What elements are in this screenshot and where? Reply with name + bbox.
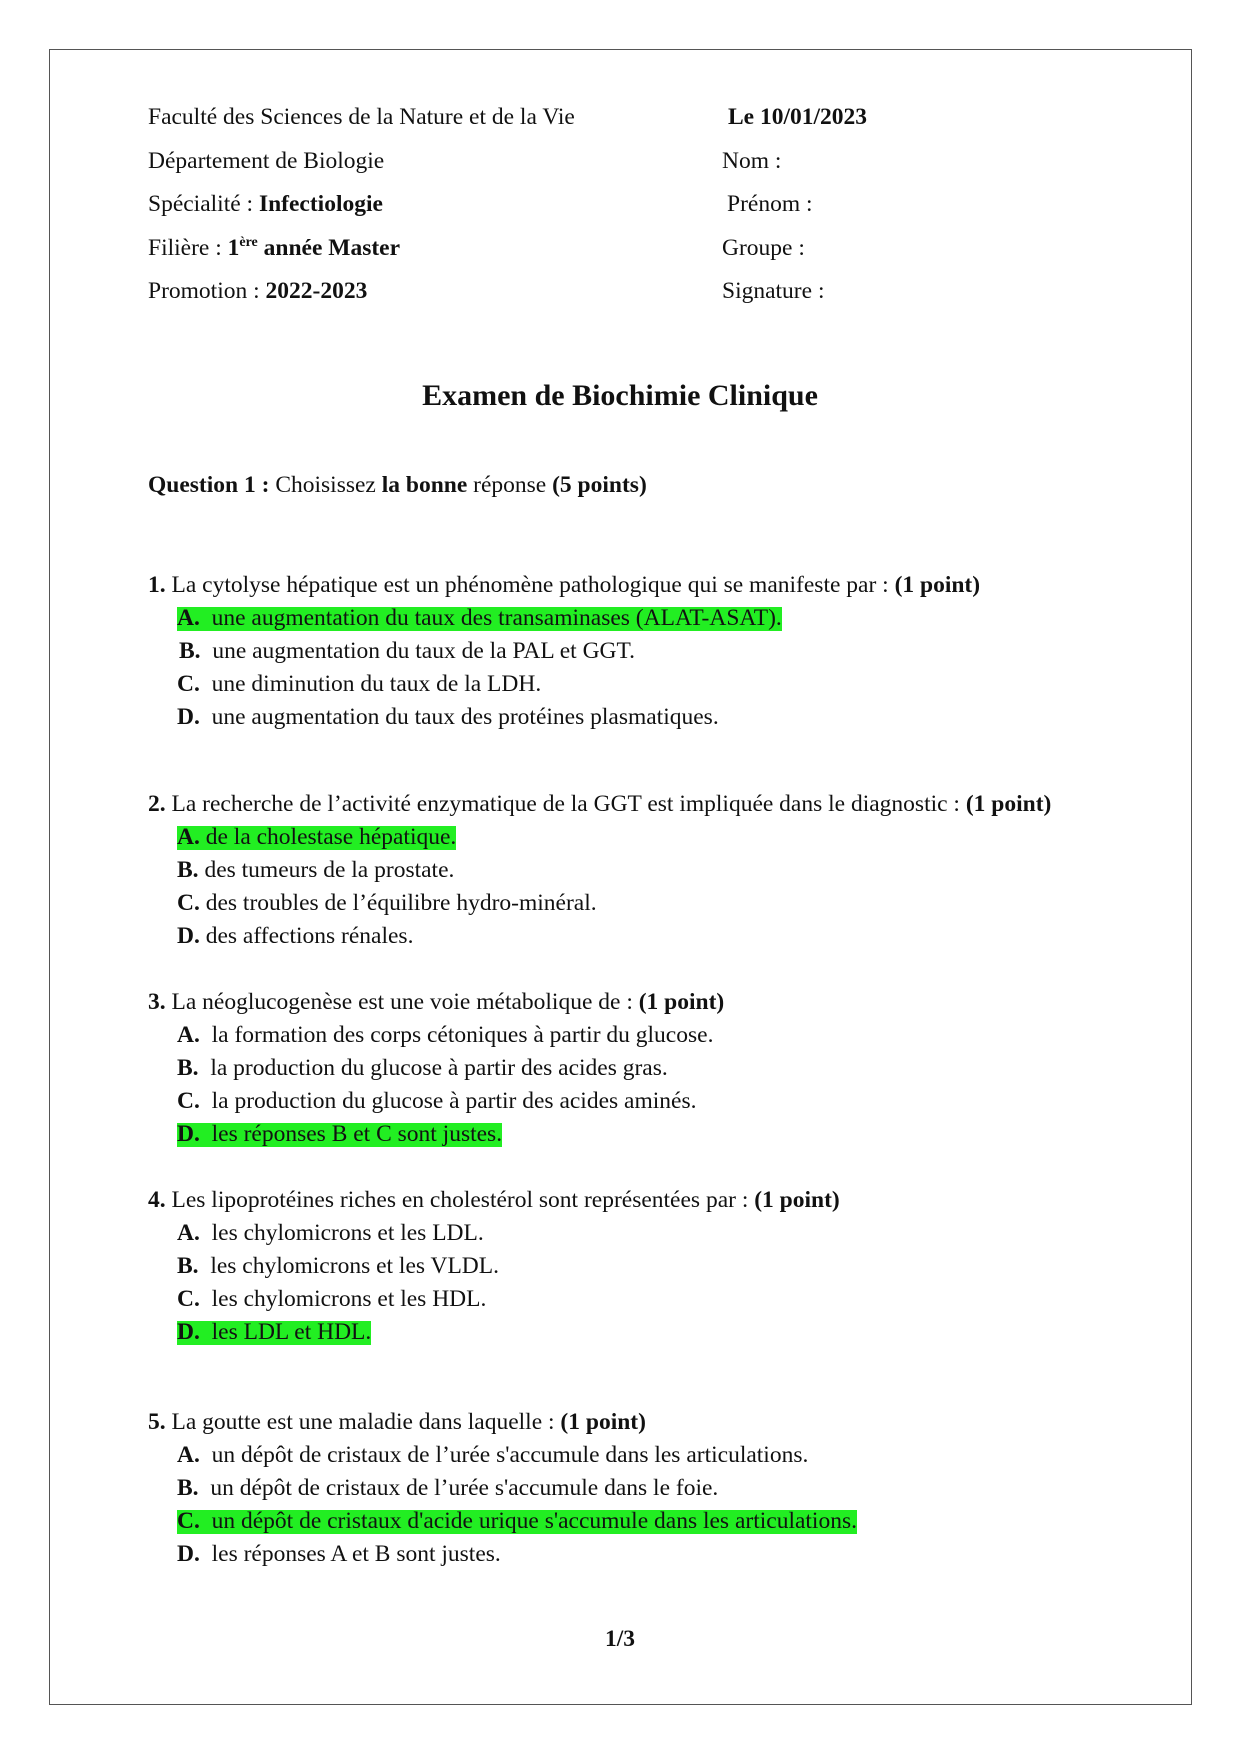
option-letter: C. [177,890,200,916]
question-points: (1 point) [560,1409,646,1435]
option [177,859,454,883]
option-text: un dépôt de cristaux de l’urée s'accumule dans le foie. [210,1475,719,1501]
question-text: La cytolyse hépatique est un phénomène pathologique qui se manifeste par : [171,572,895,598]
option-letter: B. [179,638,201,664]
option-text: un dépôt de cristaux d'acide urique s'accumule dans les articulations. [211,1508,857,1534]
question-text: La recherche de l’activité enzymatique de la GGT est impliquée dans le diagnostic : [171,791,966,817]
option [179,640,635,664]
option [177,706,719,730]
exam-date: Le 10/01/2023 [728,104,868,130]
question-number: 1. [148,572,166,598]
option-text: une augmentation du taux de la PAL et GGT. [212,638,636,664]
prenom-field: Prénom : [727,191,813,217]
option [177,1222,484,1246]
option [177,1288,486,1312]
option-letter: A. [177,605,200,631]
option-text: les chylomicrons et les HDL. [211,1286,487,1312]
option-text: une augmentation du taux des transaminases (ALAT-ASAT). [211,605,782,631]
option-letter: B. [177,857,199,883]
question-text: La néoglucogenèse est une voie métabolique de : [171,989,639,1015]
question-1-stem [148,574,980,598]
option-letter: B. [177,1055,199,1081]
question-number: 3. [148,989,166,1015]
option [177,892,597,916]
option-text: la production du glucose à partir des acides gras. [210,1055,668,1081]
filiere-number: 1 [227,235,240,261]
option-text: les réponses A et B sont justes. [211,1541,501,1567]
option-correct [177,826,456,850]
option-text: des troubles de l’équilibre hydro-minéral. [205,890,597,916]
question-points: (5 points) [552,472,647,498]
question-label: Question 1 : [148,472,270,498]
exam-title: Examen de Biochimie Clinique [422,379,818,412]
specialty-value: Infectiologie [258,191,383,217]
option-text: une diminution du taux de la LDH. [211,671,542,697]
option-text: des tumeurs de la prostate. [204,857,455,883]
question-number: 4. [148,1187,166,1213]
option-correct [177,1321,371,1345]
question-points: (1 point) [754,1187,840,1213]
option-letter: D. [177,1541,200,1567]
question-points: (1 point) [965,791,1052,817]
promotion-line [148,280,367,304]
filiere-line [148,237,400,261]
option-text: un dépôt de cristaux de l’urée s'accumule dans les articulations. [211,1442,809,1468]
option-text: les chylomicrons et les LDL. [211,1220,484,1246]
option-letter: B. [177,1475,199,1501]
question-text: Les lipoprotéines riches en cholestérol sont représentées par : [171,1187,755,1213]
option [177,1477,718,1501]
question-number: 5. [148,1409,166,1435]
option-correct [177,607,782,631]
option-text: les réponses B et C sont justes. [211,1121,503,1147]
option-text: de la cholestase hépatique. [205,824,457,850]
signature-field: Signature : [722,278,825,304]
question-instruction-1: Choisissez [269,472,382,498]
option-letter: D. [177,1319,200,1345]
question-number: 2. [148,791,166,817]
option-letter: B. [177,1253,199,1279]
question-points: (1 point) [638,989,725,1015]
question-instruction-bold: la bonne [381,472,468,498]
question-text: La goutte est une maladie dans laquelle : [171,1409,561,1435]
filiere-superscript: ère [239,235,258,251]
specialty-line [148,193,383,217]
page-number: 1/3 [604,1626,636,1652]
promotion-label: Promotion : [148,278,266,304]
option-letter: A. [177,1022,200,1048]
nom-field: Nom : [722,148,782,174]
option [177,1057,668,1081]
groupe-field: Groupe : [722,235,805,261]
question-5-stem [148,1411,646,1435]
option-text: une augmentation du taux des protéines plasmatiques. [211,704,719,730]
option-text: les LDL et HDL. [211,1319,372,1345]
option-text: les chylomicrons et les VLDL. [210,1253,500,1279]
option-letter: D. [177,923,200,949]
question-instruction-2: réponse [467,472,553,498]
option-text: des affections rénales. [205,923,414,949]
option-letter: C. [177,1088,200,1114]
option-letter: C. [177,1286,200,1312]
filiere-label: Filière : [148,235,228,261]
specialty-label: Spécialité : [148,191,259,217]
option-letter: D. [177,1121,200,1147]
option-correct [177,1510,857,1534]
option [177,1444,808,1468]
option [177,1255,499,1279]
option-text: la formation des corps cétoniques à partir du glucose. [211,1022,714,1048]
option-text: la production du glucose à partir des acides aminés. [211,1088,697,1114]
question-header [148,474,647,498]
question-points: (1 point) [894,572,981,598]
option [177,1090,696,1114]
question-3-stem [148,991,724,1015]
option [177,673,541,697]
option-letter: C. [177,1508,200,1534]
option-letter: C. [177,671,200,697]
department-name: Département de Biologie [148,148,385,174]
option-correct [177,1123,502,1147]
promotion-value: 2022-2023 [265,278,368,304]
option [177,925,413,949]
option-letter: A. [177,824,200,850]
option-letter: D. [177,704,200,730]
question-4-stem [148,1189,840,1213]
option-letter: A. [177,1220,200,1246]
option [177,1543,501,1567]
question-2-stem [148,793,1051,817]
filiere-value: année Master [257,235,401,261]
option [177,1024,713,1048]
option-letter: A. [177,1442,200,1468]
faculty-name: Faculté des Sciences de la Nature et de la Vie [148,104,575,130]
